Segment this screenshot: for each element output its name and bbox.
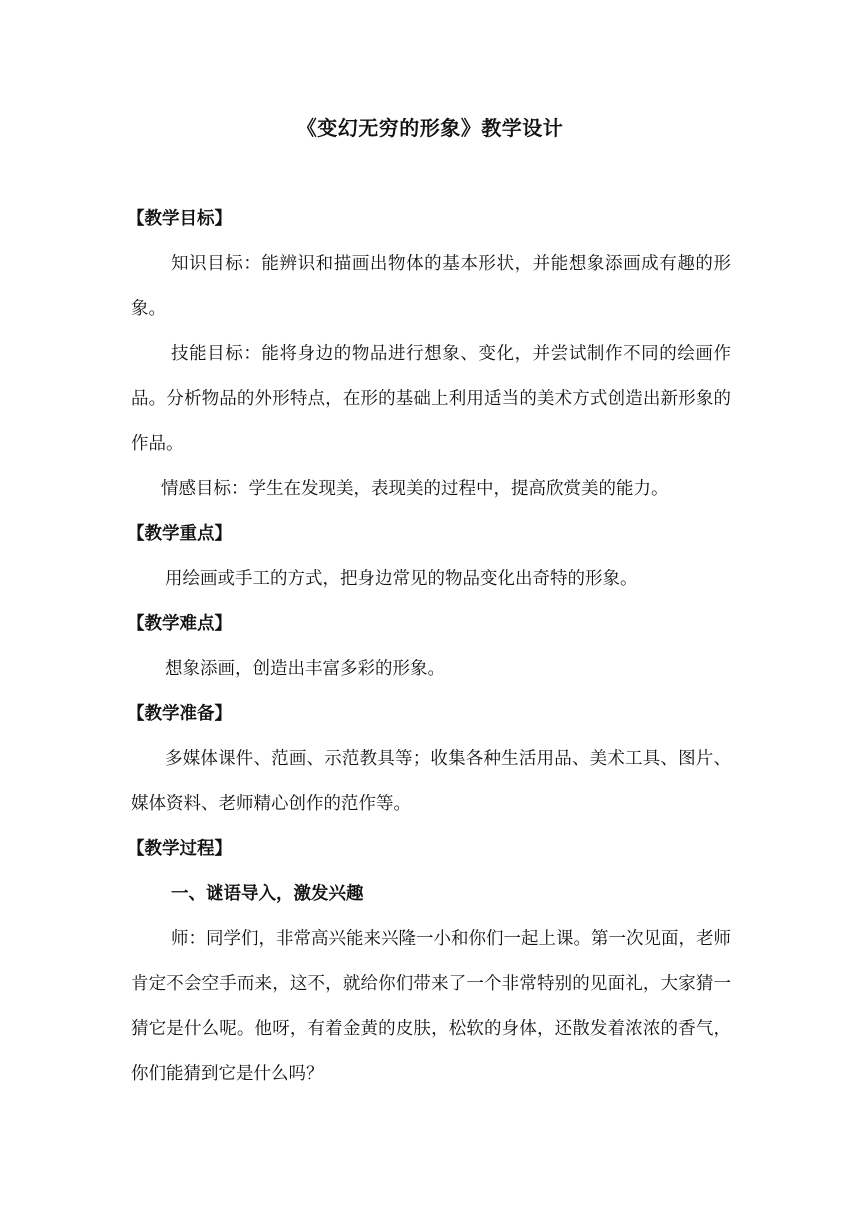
objectives-heading: 【教学目标】 bbox=[127, 209, 232, 229]
preparation-text: 多媒体课件、范画、示范教具等；收集各种生活用品、美术工具、图片、媒体资料、老师精心创作的范作等。 bbox=[131, 749, 731, 814]
document-body bbox=[127, 197, 731, 1097]
document-title: 《变幻无穷的形象》教学设计 bbox=[296, 116, 564, 140]
emotion-objective: 情感目标：学生在发现美，表现美的过程中，提高欣赏美的能力。 bbox=[161, 479, 669, 499]
difficulties-text: 想象添画，创造出丰富多彩的形象。 bbox=[165, 659, 445, 679]
process-heading: 【教学过程】 bbox=[127, 839, 232, 859]
skill-objective: 技能目标：能将身边的物品进行想象、变化，并尝试制作不同的绘画作品。分析物品的外形特点，在形的基础上利用适当的美术方式创造出新形象的作品。 bbox=[131, 344, 731, 454]
key-points-text: 用绘画或手工的方式，把身边常见的物品变化出奇特的形象。 bbox=[165, 569, 638, 589]
step1-text: 师：同学们，非常高兴能来兴隆一小和你们一起上课。第一次见面，老师肯定不会空手而来，这不，就给你们带来了一个非常特别的见面礼，大家猜一猜它是什么呢。他呀，有着金黄的皮肤，松软的身体，还散发着浓浓的香气，你们能猜到它是什么吗？ bbox=[131, 929, 731, 1084]
preparation-heading: 【教学准备】 bbox=[127, 704, 232, 724]
knowledge-objective: 知识目标：能辨识和描画出物体的基本形状，并能想象添画成有趣的形象。 bbox=[131, 254, 731, 319]
difficulties-heading: 【教学难点】 bbox=[127, 614, 232, 634]
key-points-heading: 【教学重点】 bbox=[127, 524, 232, 544]
step1-title: 一、谜语导入，激发兴趣 bbox=[171, 884, 364, 904]
